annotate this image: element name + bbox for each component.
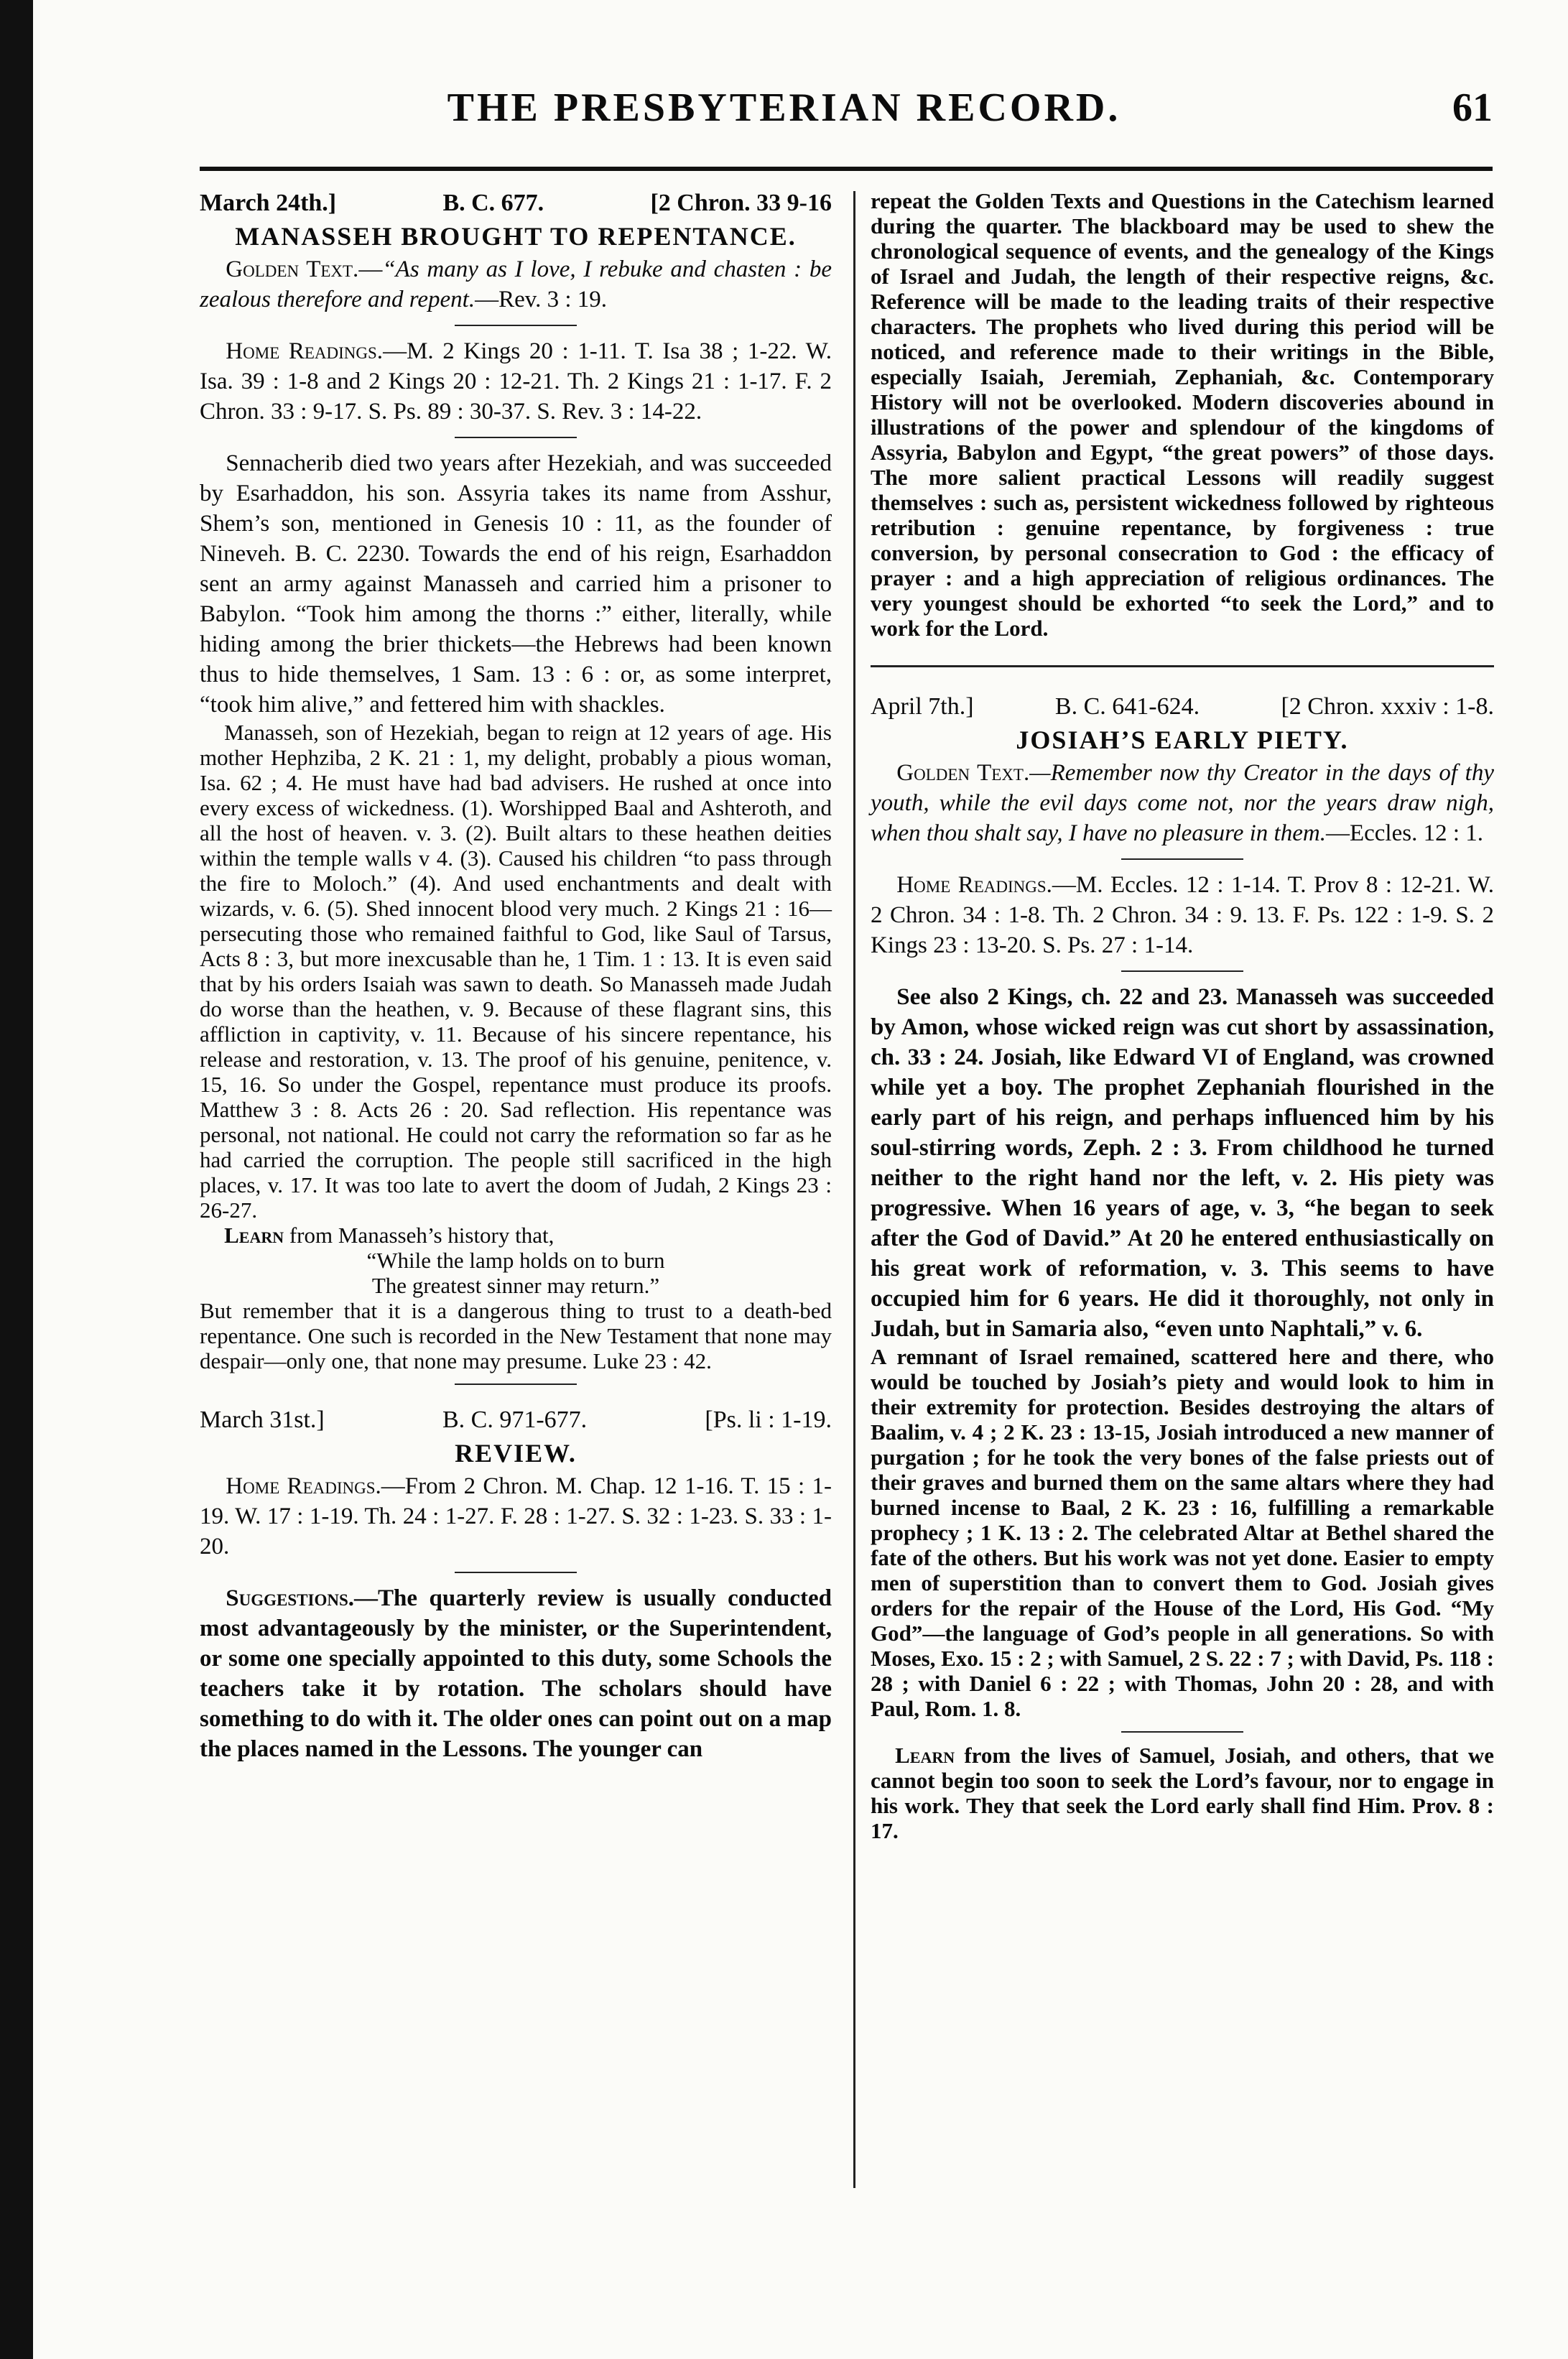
golden-text-ref: —Rev. 3 : 19. — [475, 287, 608, 312]
lesson-title: REVIEW. — [455, 1439, 577, 1468]
paragraph: Sennacherib died two years after Hezekiah, and was succeeded by Esarhaddon, his son. Assyria takes its name from Asshur, Shem’s son, mentioned in Genesis 10 : 11, as the founder of Nineveh. B. C. 2230. Towards the end of his reign, Esarhaddon sent an army against Manasseh and carried him a prisoner to Babylon. “Took him among the thorns :” either, literally, while hiding among the brier thickets—the Hebrews had been known thus to hide themselves, 1 Sam. 13 : 6 : or, as some interpret, “took him alive,” and fettered him with shackles. — [200, 450, 832, 718]
golden-text-body: —Remember now thy Creator in the days of thy youth, while the evil days come not, nor the years draw nigh, when thou shalt say, I have no pleasure in them. — [871, 760, 1494, 846]
home-readings-label: Home Readings. — [226, 338, 384, 364]
golden-text — [871, 758, 1494, 848]
lesson-scripture-ref: [2 Chron. xxxiv : 1-8. — [1281, 693, 1494, 720]
golden-text-ref: —Eccles. 12 : 1. — [1325, 820, 1483, 846]
suggestions-body: —The quarterly review is usually conducted most advantageously by the minister, or the Superintendent, or some one specially appointed to this duty, some Schools the teachers take it by rotation. The scholars should have something to do with it. The older ones can point out on a map the places named in the Lessons. The younger can — [200, 1585, 832, 1762]
suggestions — [200, 1583, 832, 1764]
learn-label: Learn — [895, 1743, 955, 1768]
lesson-title: JOSIAH’S EARLY PIETY. — [1016, 726, 1349, 754]
learn-label: Learn — [224, 1223, 284, 1248]
lesson-era: B. C. 677. — [442, 190, 544, 216]
divider — [1121, 858, 1243, 860]
lesson-header-april-7 — [871, 692, 1494, 722]
lesson-era: B. C. 641-624. — [1054, 693, 1200, 720]
home-readings-label: Home Readings. — [896, 872, 1052, 898]
page-title: THE PRESBYTERIAN RECORD. — [447, 85, 1121, 130]
learn-line — [200, 1223, 832, 1248]
page-header — [0, 85, 1568, 142]
divider — [455, 1384, 577, 1385]
divider — [1121, 970, 1243, 972]
right-column — [871, 188, 1494, 1843]
lesson-header-march-24 — [200, 188, 832, 218]
learn-line — [871, 1743, 1494, 1843]
learn-body: from the lives of Samuel, Josiah, and others, that we cannot begin too soon to seek the Lord’s favour, nor to engage in his work. They that seek the Lord early shall find Him. Prov. 8 : 17. — [871, 1743, 1494, 1843]
divider — [455, 437, 577, 438]
lesson-scripture-ref: [2 Chron. 33 9-16 — [650, 190, 832, 216]
lesson-date: March 24th.] — [200, 190, 337, 216]
home-readings-body: —M. 2 Kings 20 : 1-11. T. Isa 38 ; 1-22. W. Isa. 39 : 1-8 and 2 Kings 20 : 12-21. Th. 2 Kings 21 : 1-17. F. 2 Chron. 33 : 9-17. S. Ps. 89 : 30-37. S. Rev. 3 : 14-22. — [200, 338, 832, 425]
lesson-date: March 31st.] — [200, 1406, 325, 1433]
scan-edge — [0, 0, 33, 2359]
paragraph: See also 2 Kings, ch. 22 and 23. Manasseh was succeeded by Amon, whose wicked reign was cut short by assassination, ch. 33 : 24. Josiah, like Edward VI of England, was crowned while yet a boy. The prophet Zephaniah flourished in the early part of his reign, and perhaps influenced him by his soul-stirring words, Zeph. 2 : 3. From childhood he turned neither to the right hand nor the left, v. 2. His piety was progressive. When 16 years of age, v. 3, “he began to seek after the God of David.” At 20 he entered enthusiastically on his great work of reformation, v. 3. This seems to have occupied him for 6 years. He did it thoroughly, not only in Judah, but in Samaria also, “even unto Naphtali,” v. 6. — [871, 984, 1494, 1342]
lesson-date: April 7th.] — [871, 693, 974, 720]
verse-line: “While the lamp holds on to burn — [366, 1248, 665, 1273]
home-readings — [200, 336, 832, 427]
lesson-scripture-ref: [Ps. li : 1-19. — [705, 1406, 832, 1433]
home-readings-label: Home Readings. — [226, 1473, 381, 1499]
lesson-header-march-31 — [200, 1405, 832, 1435]
column-divider — [853, 191, 855, 2188]
lesson-title: MANASSEH BROUGHT TO REPENTANCE. — [235, 222, 797, 251]
suggestions-label: Suggestions. — [226, 1585, 355, 1611]
paragraph-continued: repeat the Golden Texts and Questions in the Catechism learned during the quarter. The blackboard may be used to shew the chronological sequence of events, and the genealogy of the Kings of Israel and Judah, the length of their respective reigns, &c. Reference will be made to the leading traits of their respective characters. The prophets who lived during this period will be noticed, and reference made to their writings in the Bible, especially Isaiah, Jeremiah, Zephaniah, &c. Contemporary History will not be overlooked. Modern discoveries abound in illustrations of the power and splendour of the kingdoms of Assyria, Babylon and Egypt, “the great powers” of those days. The more salient practical Lessons will readily suggest themselves : such as, persistent wickedness followed by righteous retribution : genuine repentance, by forgiveness : true conversion, by personal consecration to God : the efficacy of prayer : and a high appreciation of religious ordinances. The very youngest should be exhorted “to seek the Lord,” and to work for the Lord. — [871, 188, 1494, 641]
divider — [455, 325, 577, 326]
golden-text-label: Golden Text. — [896, 760, 1030, 786]
home-readings — [871, 870, 1494, 960]
divider — [455, 1572, 577, 1573]
page-number: 61 — [1452, 85, 1493, 130]
home-readings-body: —M. Eccles. 12 : 1-14. T. Prov 8 : 12-21. W. 2 Chron. 34 : 1-8. Th. 2 Chron. 34 : 9. 13. F. Ps. 122 : 1-9. S. 2 Kings 23 : 13-20. S. Ps. 27 : 1-14. — [871, 872, 1494, 958]
paragraph: A remnant of Israel remained, scattered here and there, who would be touched by Josiah’s piety and would look to him in their extremity for protection. Besides destroying the altars of Baalim, v. 4 ; 2 K. 23 : 13-15, Josiah introduced a new manner of purgation ; for he took the very bones of the false priests out of their graves and burned them on the same altars where they had burned incense to Baal, 2 K. 23 : 16, fulfilling a remarkable prophecy ; 1 K. 13 : 2. The celebrated Altar at Bethel shared the fate of the others. But his work was not yet done. Easier to empty men of superstition than to convert them to God. Josiah gives orders for the repair of the House of the Lord, His God. “My God”—the language of God’s people in all generations. So with Moses, Exo. 15 : 2 ; with Samuel, 2 S. 22 : 7 ; with David, Ps. 118 : 28 ; with Daniel 6 : 22 ; with Thomas, John 20 : 28, and with Paul, Rom. 1. 8. — [871, 1344, 1495, 1721]
verse-line: The greatest sinner may return.” — [371, 1273, 660, 1298]
home-readings — [200, 1471, 832, 1562]
golden-text: Golden Text.—“As many as I love, I rebuke and chasten : be zealous therefore and repent.—Rev. 3 : 19. — [200, 256, 832, 312]
paragraph: But remember that it is a dangerous thing to trust to a death-bed repentance. One such is recorded in the New Testament that none may despair—only one, that none may presume. Luke 23 : 42. — [200, 1298, 832, 1373]
lesson-era: B. C. 971-677. — [442, 1406, 588, 1433]
header-rule — [200, 167, 1493, 171]
left-column — [200, 188, 832, 1764]
divider — [1121, 1731, 1243, 1733]
golden-text-body: “As many as I love, I rebuke and chasten : be zealous therefore and repent. — [200, 256, 832, 312]
paragraph: Manasseh, son of Hezekiah, began to reign at 12 years of age. His mother Hephziba, 2 K. 21 : 1, my delight, probably a pious woman, Isa. 62 ; 4. He must have had bad advisers. He rushed at once into every excess of wickedness. (1). Worshipped Baal and Ashteroth, and all the host of heaven. v. 3. (2). Built altars to these heathen deities within the temple walls v 4. (3). Caused his children “to pass through the fire to Moloch.” (4). And used enchantments and dealt with wizards, v. 6. (5). Shed innocent blood very much. 2 Kings 21 : 16—persecuting those who remained faithful to God, like Saul of Tarsus, Acts 8 : 3, but more inexcusable than he, 1 Tim. 1 : 13. It is even said that by his orders Isaiah was sawn to death. So Manasseh made Judah do worse than the heathen, v. 9. Because of these flagrant sins, this affliction in captivity, v. 11. Because of his sincere repentance, his release and restoration, v. 13. The proof of his genuine, penitence, v. 15, 16. So under the Gospel, repentance must produce its proofs. Matthew 3 : 8. Acts 26 : 20. Sad reflection. His repentance was personal, not national. He could not carry the reformation so far as he had carried the corruption. The people still sacrificed in the high places, v. 17. It was too late to avert the doom of Judah, 2 Kings 23 : 26-27. — [200, 720, 832, 1223]
home-readings-body: —From 2 Chron. M. Chap. 12 1-16. T. 15 : 1-19. W. 17 : 1-19. Th. 24 : 1-27. F. 28 : 1-27. S. 32 : 1-23. S. 33 : 1-20. — [200, 1473, 832, 1559]
learn-body: from Manasseh’s history that, — [289, 1223, 555, 1248]
golden-text-label: Golden Text. — [226, 256, 359, 282]
section-divider — [871, 665, 1494, 667]
